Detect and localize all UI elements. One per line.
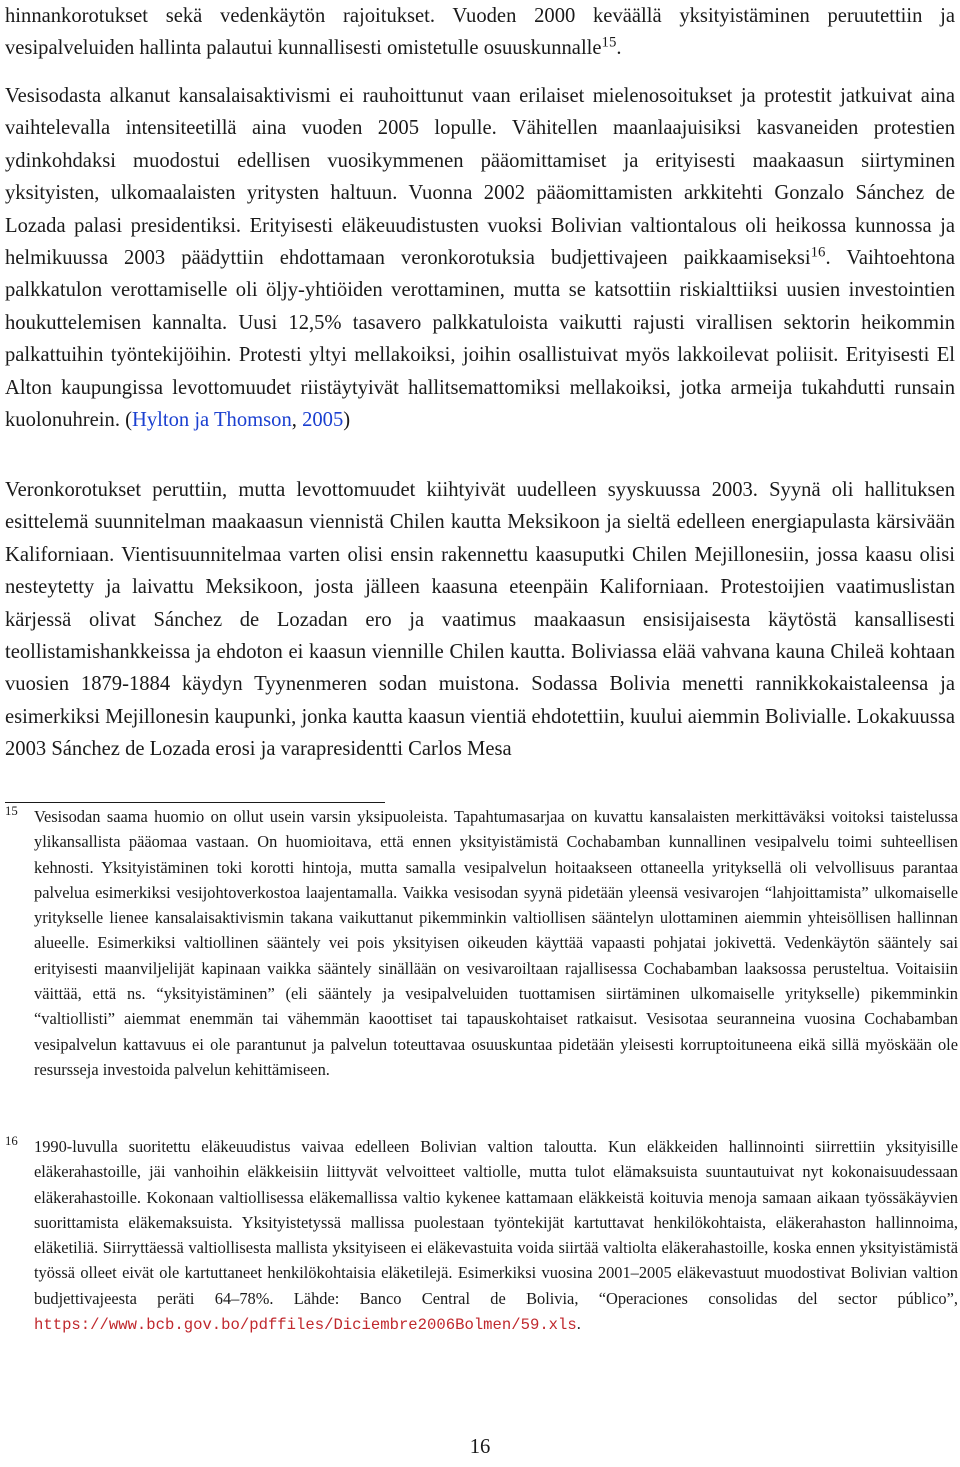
citation-separator: , bbox=[291, 409, 303, 432]
paragraph-2 bbox=[5, 80, 955, 436]
page-number: 16 bbox=[469, 1436, 491, 1458]
footnote-15: 15 Vesisodan saama huomio on ollut usein varsin yksipuoleista. Tapahtumasarjaa on kuvattu kansalaisten merkittäväksi voitoksi taistelussa ylikansallista pääomaa vastaan. On huomioitava, että ennen yksityistämistä Cochabamban kunnallinen vesipalvelu toimi suhteellisen kehnosti. Yksityistäminen toki korotti hintoja, mutta samalla vesipalvelun hoitaakseen ottaneella yrityksellä oli velvollisuus parantaa palvelua esimerkiksi vesijohtoverkostoa laajentamalla. Vaikka vesisodan syynä pidetään yleensä vesivarojen “lahjoittamista” ulkomaiselle yritykselle lienee kansalaisaktivismin takana vaikuttanut pikemminkin valtiollisen sääntelyn ulottaminen aiemmin yhteisöllisen hallinnan alueelle. Esimerkiksi valtiollinen sääntely vei pois yksityisen oikeuden käyttää vapaasti pohjatai jokivettä. Vedenkäytön sääntely sai erityisesti maanviljelijät kapinaan vaikka sääntely sinällään on vesivaroiltaan rajallisessa Cochabamban laaksossa perusteltua. Voitaisiin väittää, että ns. “yksityistäminen” (eli sääntely ja vesipalveluiden tuottamisen siirtäminen ulkomaiselle yritykselle) pikemminkin “valtiollisti” aiemmat enemmän tai vähemmän kaoottiset tai tapauskohtaiset ratkaisut. Vesisotaa seuranneina vuosina Cochabamban vesipalvelun kattavuus ei ole parantunut ja palvelun toteuttavaa osuuskuntaa pidetään yleisesti korruptoituneena eikä sillä myöskään ole resursseja investoida palvelun kehittämiseen. bbox=[5, 803, 958, 1079]
footnote-divider bbox=[5, 802, 385, 803]
footnote-ref-15[interactable]: 15 bbox=[601, 35, 617, 51]
citation-close: ) bbox=[343, 409, 351, 432]
citation-year-link[interactable]: 2005 bbox=[302, 409, 344, 432]
footnote-15-text: Vesisodan saama huomio on ollut usein varsin yksipuoleista. Tapahtumasarjaa on kuvattu kansalaisten merkittäväksi voitoksi taistelussa ylikansallista pääomaa vastaan. On huomioitava, että ennen yksityistämistä Cochabamban kunnallinen vesipalvelu toimi suhteellisen kehnosti. Yksityistäminen toki korotti hintoja, mutta samalla vesipalvelun hoitaakseen ottaneella yrityksellä oli velvollisuus parantaa palvelua esimerkiksi vesijohtoverkostoa laajentamalla. Vaikka vesisodan syynä pidetään yleensä vesivarojen “lahjoittamista” ulkomaiselle yritykselle lienee kansalaisaktivismin takana vaikuttanut pikemminkin valtiollisen sääntelyn ulottaminen aiemmin yhteisöllisen hallinnan alueelle. Esimerkiksi valtiollinen sääntely vei pois yksityisen oikeuden käyttää vapaasti pohjatai jokivettä. Vedenkäytön sääntely sai erityisesti maanviljelijät kapinaan vaikka sääntely sinällään on vesivaroiltaan rajallisessa Cochabamban laaksossa perusteltua. Voitaisiin väittää, että ns. “yksityistäminen” (eli sääntely ja vesipalveluiden tuottamisen siirtäminen ulkomaiselle yritykselle) pikemminkin “valtiollisti” aiemmat enemmän tai vähemmän kaoottiset tai tapauskohtaiset ratkaisut. Vesisotaa seuranneina vuosina Cochabamban vesipalvelun kattavuus ei ole parantunut ja palvelun toteuttavaa osuuskuntaa pidetään yleisesti korruptoituneena eikä sillä myöskään ole resursseja investoida palvelun kehittämiseen. bbox=[34, 807, 958, 1079]
paragraph-1-end: . bbox=[616, 37, 622, 60]
footnote-16: 16 1990-luvulla suoritettu eläkeuudistus vaivaa edelleen Bolivian valtion taloutta. Kun eläkkeiden hallinnointi siirrettiin yksityisille eläkerahastoille, jäi vanhoihin eläkkeisiin liittyvät velvoitteet valtiolle, mutta tulot elämaksuista suuntautuivat nyt kokonaisuudessaan eläkerahastoille. Kokonaan valtiollisessa eläkemallissa valtio kykenee kattamaan eläkkeistä koituvia menoja samaan aikaan työssäkäyvien suorittamista eläkemaksuista. Yksityistetyssä mallissa puolestaan työntekijät kartuttavat henkilökohtaista, eläkerahaston hallinnoima, eläketiliä. Siirryttäessä valtiollisesta mallista yksityiseen ei eläkevastuita voida siirtää valtiolta eläkerahastoille, koska ennen yksityistämistä työssä olleet eivät ole kartuttaneet henkilökohtaisia eläketilejä. Esimerkiksi vuosina 2001–2005 eläkevastuut muodostivat Bolivian valtion budjettivajeesta peräti 64–78%. Lähde: Banco Central de Bolivia, “Operaciones consolidas del sector público”, https://www.bcb.gov.bo/pdffiles/Diciembre2006Bolmen/59.xls. bbox=[5, 1133, 958, 1335]
footnote-16-end: . bbox=[576, 1314, 581, 1334]
paragraph-2-text: Vesisodasta alkanut kansalaisaktivismi ei rauhoittunut vaan erilaiset mielenosoitukset ja protestit jatkuivat aina vaihtelevalla intensiteetillä aina vuoden 2005 lopulle. Vähitellen maanlaajuisiksi kasvaneiden protestien ydinkohdaksi muodostui edellisen vuosikymmenen pääomittamiset ja erityisesti maakaasun siirtyminen yksityisten, ulkomaalaisten yritysten haltuun. Vuonna 2002 pääomittamisten arkkitehti Gonzalo Sánchez de Lozada palasi presidentiksi. Erityisesti eläkeuudistusten vuoksi Bolivian valtiontalous oli heikossa kunnossa ja helmikuussa 2003 päädyttiin ehdottamaan veronkorotuksia budjettivajeen paikkaamiseksi bbox=[5, 85, 955, 270]
paragraph-1-text: hinnankorotukset sekä vedenkäytön rajoitukset. Vuoden 2000 keväällä yksityistäminen peruutettiin ja vesipalveluiden hallinta palautui kunnallisesti omistetulle osuuskunnalle bbox=[5, 5, 955, 60]
footnote-16-text: 1990-luvulla suoritettu eläkeuudistus vaivaa edelleen Bolivian valtion taloutta. Kun eläkkeiden hallinnointi siirrettiin yksityisille eläkerahastoille, jäi vanhoihin eläkkeisiin liittyvät velvoitteet valtiolle, mutta tulot elämaksuista suuntautuivat nyt kokonaisuudessaan eläkerahastoille. Kokonaan valtiollisessa eläkemallissa valtio kykenee kattamaan eläkkeistä koituvia menoja samaan aikaan työssäkäyvien suorittamista eläkemaksuista. Yksityistetyssä mallissa puolestaan työntekijät kartuttavat henkilökohtaista, eläkerahaston hallinnoima, eläketiliä. Siirryttäessä valtiollisesta mallista yksityiseen ei eläkevastuita voida siirtää valtiolta eläkerahastoille, koska ennen yksityistämistä työssä olleet eivät ole kartuttaneet henkilökohtaisia eläketilejä. Esimerkiksi vuosina 2001–2005 eläkevastuut muodostivat Bolivian valtion budjettivajeesta peräti 64–78%. Lähde: Banco Central de Bolivia, “Operaciones consolidas del sector público”, bbox=[34, 1137, 958, 1308]
footnote-16-url-link[interactable]: https://www.bcb.gov.bo/pdffiles/Diciembre2006Bolmen/59.xls bbox=[34, 1316, 577, 1335]
paragraph-1 bbox=[5, 0, 955, 65]
citation-authors-link[interactable]: Hylton ja Thomson bbox=[131, 409, 292, 432]
footnote-ref-16[interactable]: 16 bbox=[810, 244, 826, 261]
paragraph-2-text-cont: . Vaihtoehtona palkkatulon verottamiselle oli öljy-yhtiöiden verottaminen, mutta se katsottiin riskialttiiksi uusien investointien houkuttelemisen kannalta. Uusi 12,5% tasavero palkkatuloista vaikutti rajusti virallisen sektorin heikommin palkattuihin työntekijöihin. Protesti yltyi mellakoiksi, joihin osallistuivat myös lakkoilevat poliisit. Erityisesti El Alton kaupungissa levottomuudet riistäytyivät hallitsemattomiksi mellakoiksi, jotka armeija tukahdutti runsain kuolonuhrein. ( bbox=[5, 247, 955, 432]
paragraph-3: Veronkorotukset peruttiin, mutta levottomuudet kiihtyivät uudelleen syyskuussa 2003. Syynä oli hallituksen esittelemä suunnitelman maakaasun viennistä Chilen kautta Meksikoon ja sieltä edelleen energiapulasta kärsivään Kaliforniaan. Vientisuunnitelmaa varten olisi ensin rakennettu kaasuputki Chilen Mejillonesiin, jossa kaasu olisi nesteytetty ja laivattu Meksikoon, josta jälleen kaasuna eteenpäin Kaliforniaan. Protestoijien vaatimuslistan kärjessä olivat Sánchez de Lozadan ero ja vaatimus maakaasun ensisijaisesta käytöstä kansallisesti teollistamishankkeissa ja ehdoton ei kaasun viennille Chilen kautta. Boliviassa elää vahvana kauna Chileä kohtaan vuosien 1879-1884 käydyn Tyynenmeren sodan muistona. Sodassa Bolivia menetti rannikkokaistaleensa ja esimerkiksi Mejillonesin kaupunki, jonka kautta kaasun vientiä ehdotettiin, kuului aiemmin Bolivialle. Lokakuussa 2003 Sánchez de Lozada erosi ja varapresidentti Carlos Mesa bbox=[5, 479, 955, 761]
